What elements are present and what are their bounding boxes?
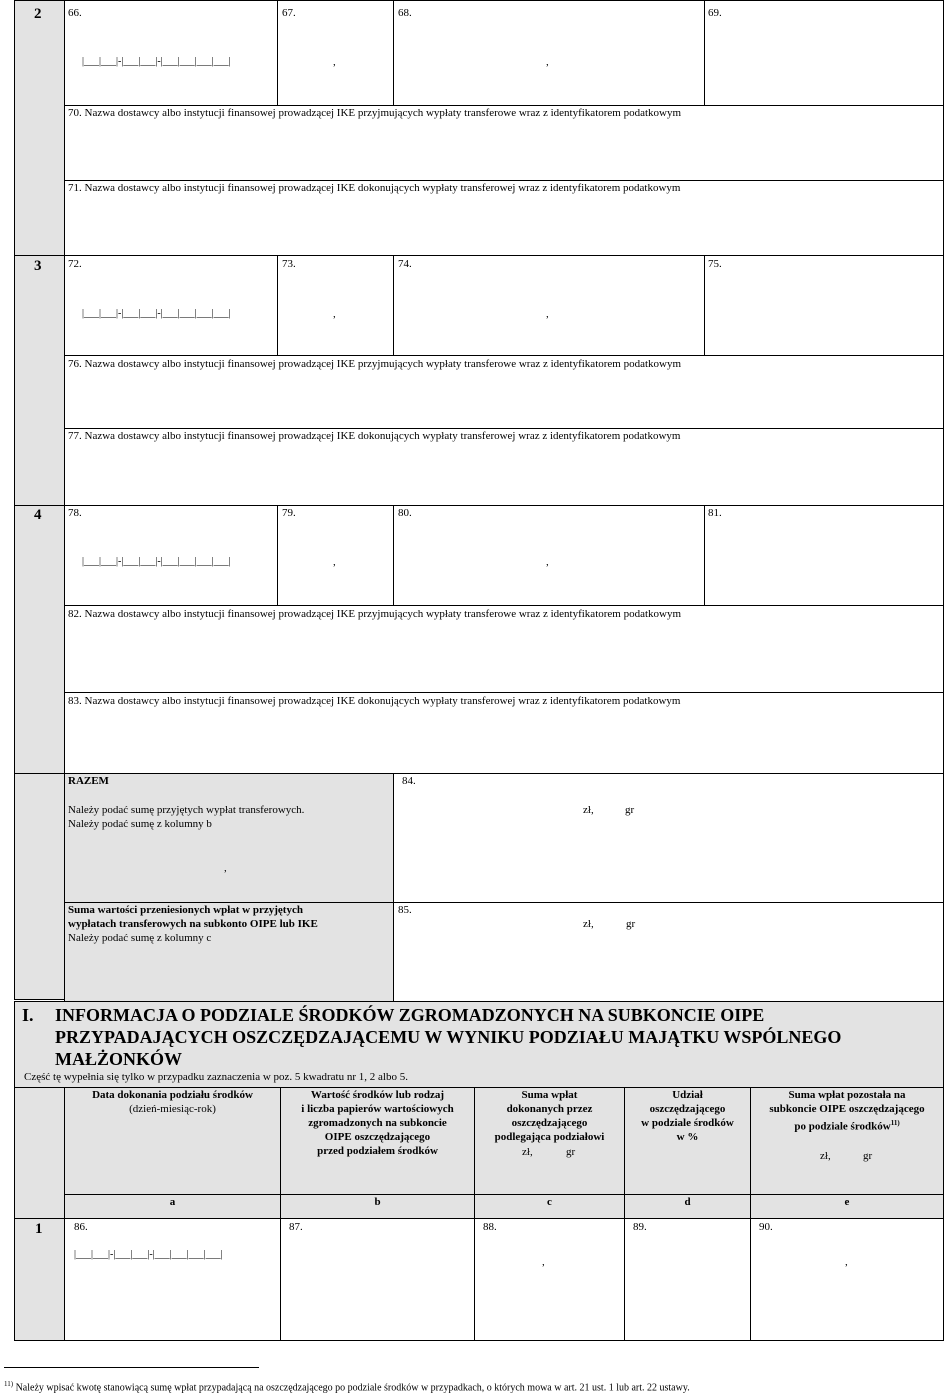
suma-line3: Należy podać sumę z kolumny c [68,932,212,944]
col-e-line: Suma wpłat pozostała na [788,1089,906,1101]
razem-line1: Należy podać sumę przyjętych wypłat transferowych. [68,804,305,816]
field-81-label: 81. [708,507,722,519]
col-letter: b [374,1196,381,1208]
col-c-line: podlegająca podziałowi [494,1131,605,1143]
date-mask: |___|___|-|___|___|-|___|___|___|___| [74,1249,223,1260]
field-80[interactable] [393,505,705,606]
row-number: 2 [34,6,42,22]
footnote-number: 11) [4,1380,14,1388]
gr-unit: gr [625,804,635,816]
gr-unit: gr [626,918,636,930]
decimal-comma: , [546,308,549,320]
razem-label-cell [64,773,394,903]
col-a-sub: (dzień-miesiąc-rok) [129,1103,216,1115]
col-e-line3 [750,1117,944,1134]
field-89[interactable] [624,1218,751,1341]
field-72-label: 72. [68,258,82,270]
col-b-line: zgromadzonych na subkoncie [308,1117,447,1129]
date-mask: |___|___|-|___|___|-|___|___|___|___| [82,308,231,319]
group-divider [14,255,65,256]
decimal-comma: , [333,56,336,68]
field-85[interactable] [393,902,944,1002]
section-i-title-line2: PRZYPADAJĄCYCH OSZCZĘDZAJĄCEMU W WYNIKU PODZIAŁU MAJĄTKU WSPÓLNEGO [55,1027,842,1047]
footnote-ref: 11) [890,1119,900,1127]
field-75-label: 75. [708,258,722,270]
col-letter: e [844,1196,850,1208]
decimal-comma: , [542,1256,545,1268]
col-d-line: oszczędzającego [649,1103,726,1115]
field-88[interactable] [474,1218,625,1341]
razem-title: RAZEM [68,775,109,787]
col-b-line: przed podziałem środków [317,1145,438,1157]
decimal-comma: , [224,862,227,874]
col-d-line: Udział [672,1089,703,1101]
field-67-label: 67. [282,7,296,19]
col-d-line: w podziale środków [641,1117,734,1129]
col-c-line: oszczędzającego [511,1117,588,1129]
col-e-line: po podziale środków [794,1120,891,1133]
field-87[interactable] [280,1218,475,1341]
row-divider [14,1218,65,1219]
field-66-label: 66. [68,7,82,19]
col-c-line: dokonanych przez [506,1103,593,1115]
field-88-label: 88. [483,1221,497,1233]
decimal-comma: , [333,308,336,320]
field-84-label: 84. [402,775,416,787]
col-d-line: w % [676,1131,699,1143]
field-87-label: 87. [289,1221,303,1233]
field-76-label: 76. Nazwa dostawcy albo instytucji finansowej prowadzącej IKE przyjmujących wypłaty transferowe wraz z identyfikatorem podatkowym [68,358,682,370]
field-73-label: 73. [282,258,296,270]
field-75[interactable] [704,255,944,356]
row-number: 1 [35,1221,43,1237]
section-i-note: Część tę wypełnia się tylko w przypadku zaznaczenia w poz. 5 kwadratu nr 1, 2 albo 5. [24,1071,408,1083]
field-85-label: 85. [398,904,412,916]
field-68[interactable] [393,0,705,106]
field-80-label: 80. [398,507,412,519]
zl-unit: zł, [522,1146,533,1158]
field-77-label: 77. Nazwa dostawcy albo instytucji finansowej prowadzącej IKE dokonujących wypłaty transferowej wraz z identyfikatorem podatkowym [68,430,681,442]
field-83-label: 83. Nazwa dostawcy albo instytucji finansowej prowadzącej IKE dokonujących wypłaty transferowej wraz z identyfikatorem podatkowym [68,695,681,707]
gr-unit: gr [863,1150,873,1162]
field-90[interactable] [750,1218,944,1341]
footnote-rule [4,1367,259,1368]
col-a-title: Data dokonania podziału środków [92,1089,253,1101]
zl-unit: zł, [583,918,594,930]
decimal-comma: , [546,56,549,68]
decimal-comma: , [845,1256,848,1268]
field-68-label: 68. [398,7,412,19]
field-81[interactable] [704,505,944,606]
footnote-text: Należy wpisać kwotę stanowiącą sumę wpłat przypadającą na oszczędzającego po podziale środków w przypadkach, o których mowa w art. 21 ust. 1 lub art. 22 ustawy. [15,1382,690,1394]
row-number: 3 [34,258,42,274]
col-b-line: OIPE oszczędzającego [324,1131,431,1143]
date-mask: |___|___|-|___|___|-|___|___|___|___| [82,56,231,67]
field-89-label: 89. [633,1221,647,1233]
field-86-label: 86. [74,1221,88,1233]
gr-unit: gr [566,1146,576,1158]
suma-line1: Suma wartości przeniesionych wpłat w przyjętych [68,904,303,916]
decimal-comma: , [546,556,549,568]
col-letter: d [684,1196,691,1208]
field-72[interactable] [64,255,278,356]
col-c-line: Suma wpłat [521,1089,578,1101]
row-number: 4 [34,507,42,523]
zl-unit: zł, [583,804,594,816]
col-letter: c [547,1196,552,1208]
zl-unit: zł, [820,1150,831,1162]
field-86[interactable] [64,1218,281,1341]
field-78-label: 78. [68,507,82,519]
field-84[interactable] [393,773,944,903]
field-74[interactable] [393,255,705,356]
field-69-label: 69. [708,7,722,19]
razem-line2: Należy podać sumę z kolumny b [68,818,212,830]
field-90-label: 90. [759,1221,773,1233]
section-i-title-line1: INFORMACJA O PODZIALE ŚRODKÓW ZGROMADZONYCH NA SUBKONCIE OIPE [55,1005,765,1025]
date-mask: |___|___|-|___|___|-|___|___|___|___| [82,556,231,567]
suma-line2: wypłatach transferowych na subkonto OIPE lub IKE [68,918,318,930]
suma-label-cell [64,902,394,1002]
section-i-left-column [14,1087,65,1341]
field-79-label: 79. [282,507,296,519]
field-70-label: 70. Nazwa dostawcy albo instytucji finansowej prowadzącej IKE przyjmujących wypłaty transferowe wraz z identyfikatorem podatkowym [68,107,682,119]
field-82-label: 82. Nazwa dostawcy albo instytucji finansowej prowadzącej IKE przyjmujących wypłaty transferowe wraz z identyfikatorem podatkowym [68,608,682,620]
decimal-comma: , [333,556,336,568]
field-74-label: 74. [398,258,412,270]
group-divider [14,773,65,774]
col-e-line: subkoncie OIPE oszczędzającego [769,1103,925,1115]
field-71-label: 71. Nazwa dostawcy albo instytucji finansowej prowadzącej IKE dokonujących wypłaty transferowej wraz z identyfikatorem podatkowym [68,182,681,194]
col-b-line: Wartość środków lub rodzaj [310,1089,445,1101]
field-66[interactable] [64,0,278,106]
footnote [4,1378,690,1394]
row-number-column [14,0,65,1000]
field-69[interactable] [704,0,944,106]
col-b-line: i liczba papierów wartościowych [301,1103,454,1115]
section-i-title-line3: MAŁŻONKÓW [55,1049,183,1069]
col-letter: a [169,1196,176,1208]
group-divider [14,505,65,506]
section-i-marker: I. [22,1005,34,1025]
